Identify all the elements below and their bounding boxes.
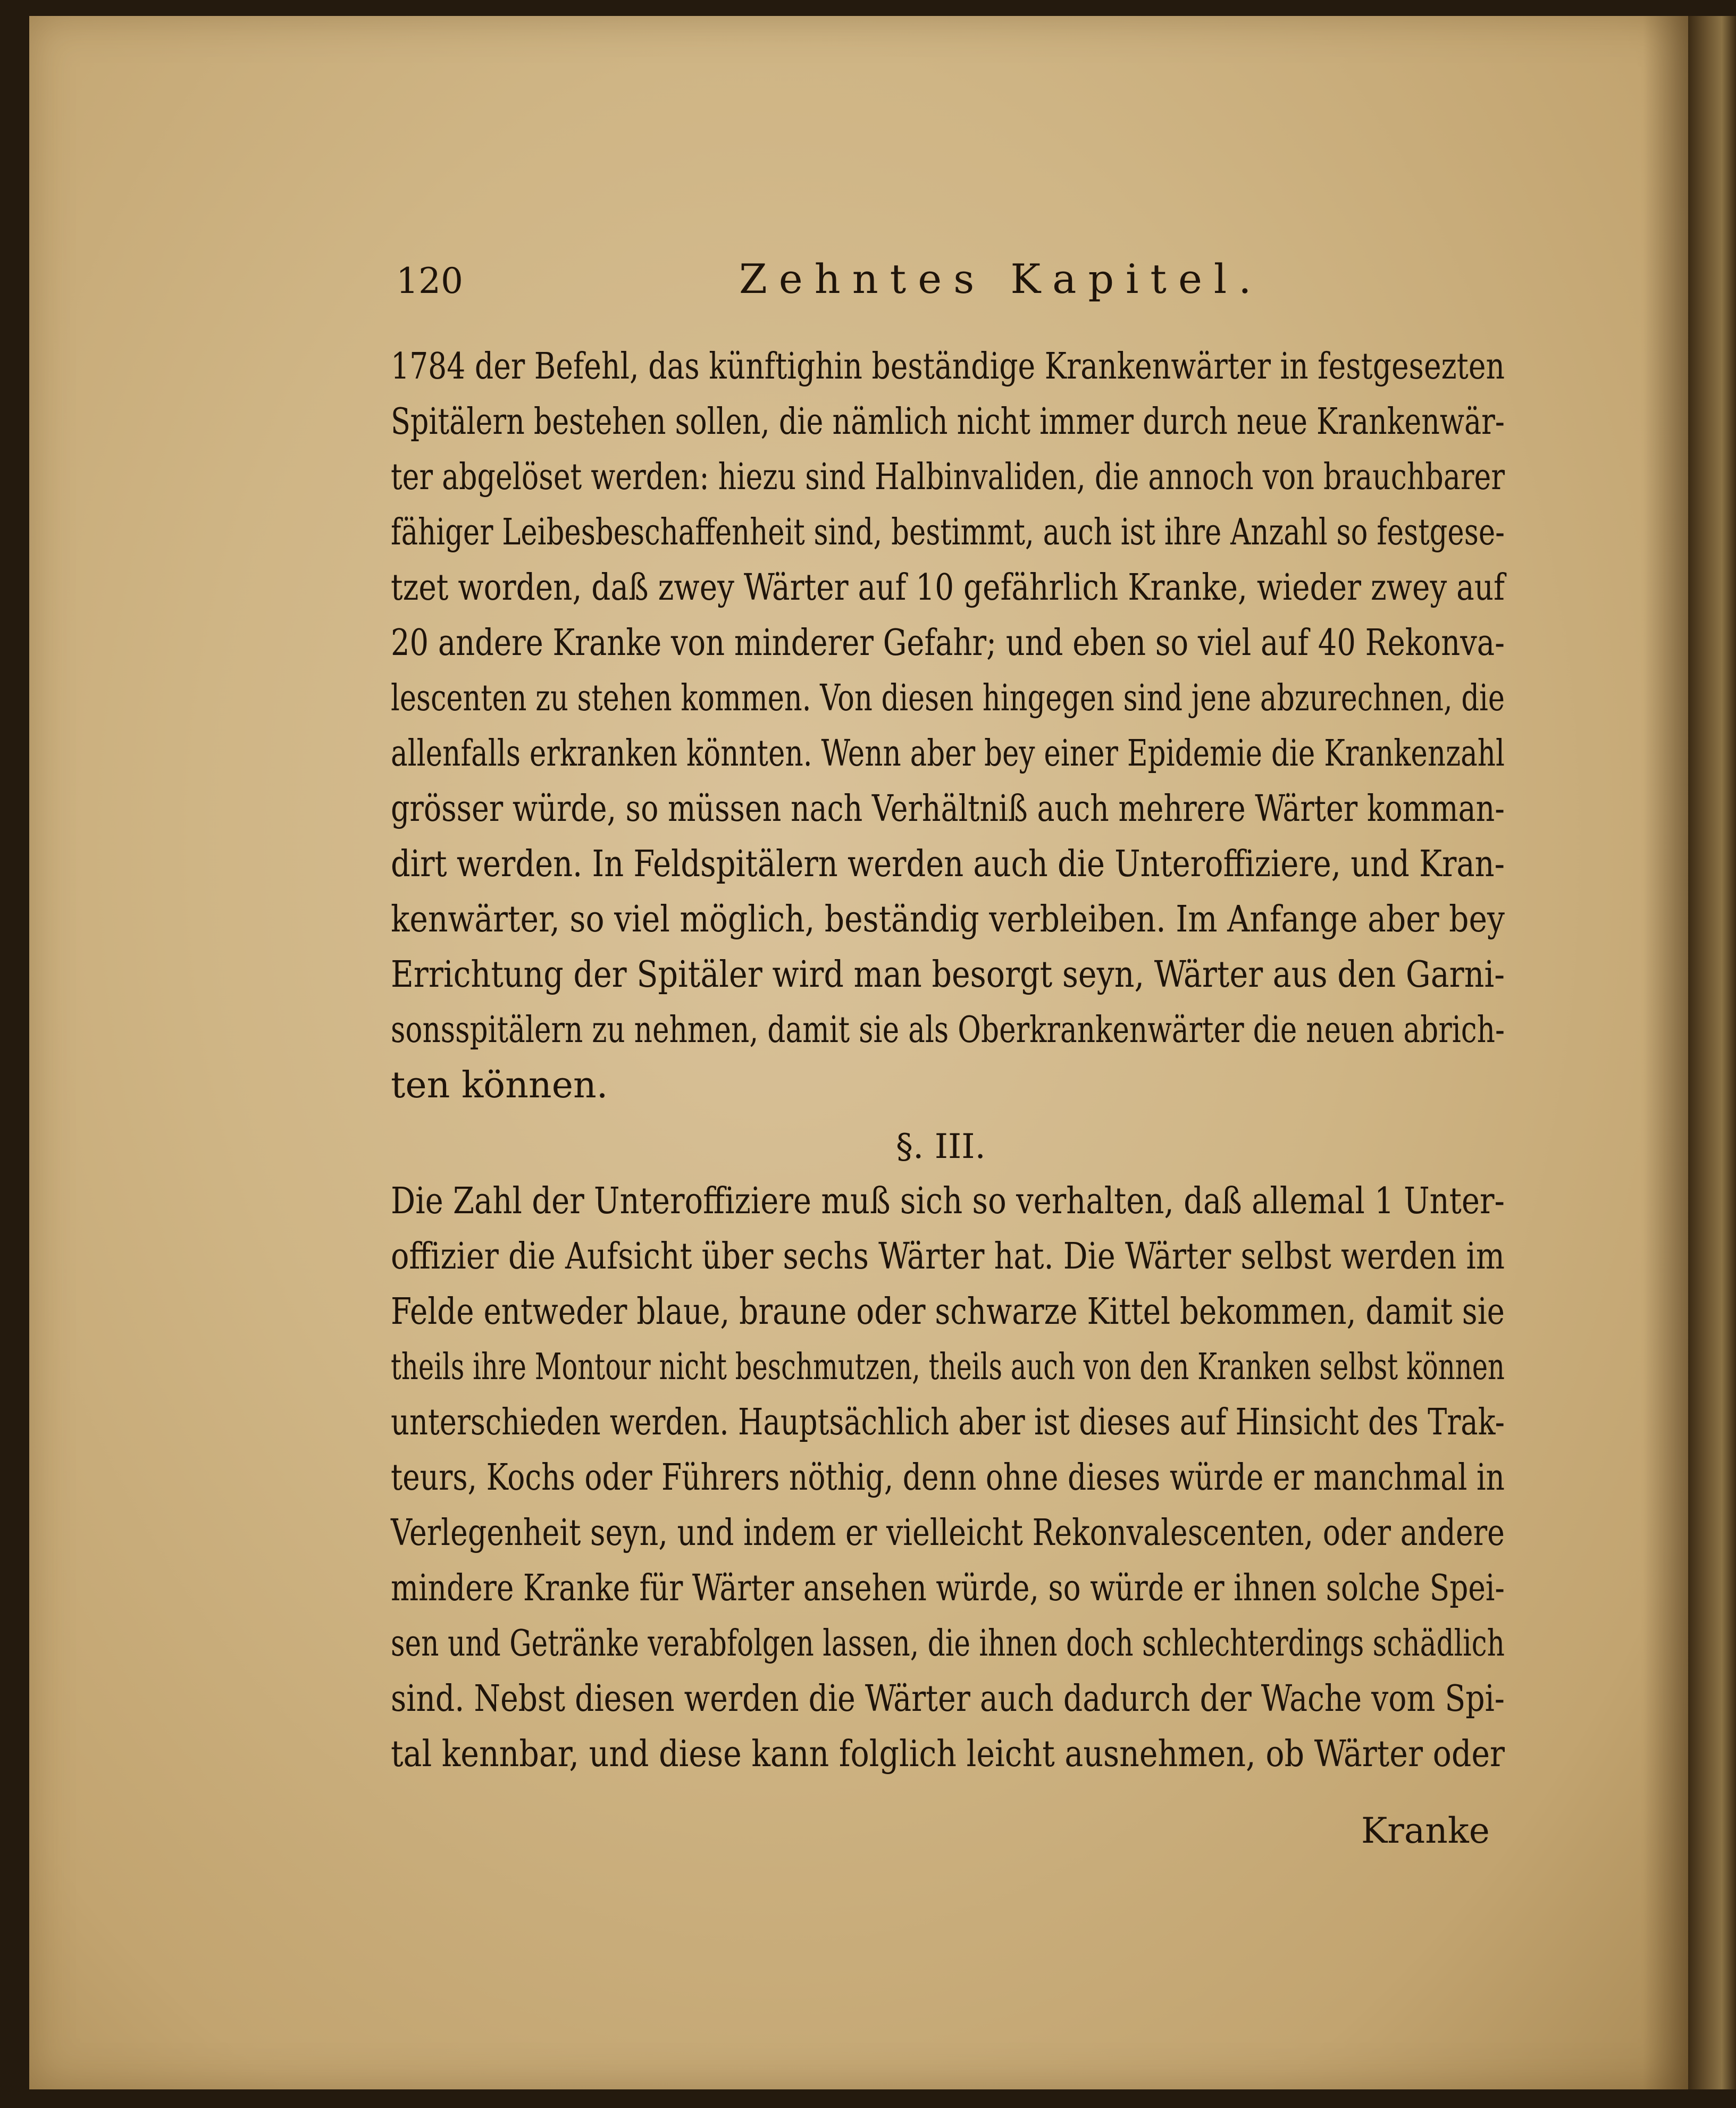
book-page bbox=[29, 16, 1688, 2089]
text-line: lescenten zu stehen kommen. Von diesen hingegen sind jene abzurechnen, die bbox=[391, 677, 1505, 719]
book-gutter bbox=[1688, 16, 1736, 2089]
text-line: tzet worden, daß zwey Wärter auf 10 gefährlich Kranke, wieder zwey auf bbox=[391, 567, 1505, 609]
text-line: theils ihre Montour nicht beschmutzen, theils auch von den Kranken selbst können bbox=[391, 1346, 1505, 1388]
text-line: fähiger Leibesbeschaffenheit sind, bestimmt, auch ist ihre Anzahl so festgese- bbox=[391, 511, 1505, 553]
text-line: kenwärter, so viel möglich, beständig verbleiben. Im Anfange aber bey bbox=[391, 898, 1505, 940]
catchword: Kranke bbox=[1361, 1810, 1490, 1851]
page-number: 120 bbox=[396, 261, 463, 301]
text-line: 1784 der Befehl, das künftighin beständige Krankenwärter in festgesezten bbox=[391, 346, 1505, 388]
text-line: tal kennbar, und diese kann folglich leicht ausnehmen, ob Wärter oder bbox=[391, 1733, 1505, 1775]
text-line: 20 andere Kranke von minderer Gefahr; und eben so viel auf 40 Rekonva- bbox=[391, 622, 1505, 664]
text-line: grösser würde, so müssen nach Verhältniß auch mehrere Wärter komman- bbox=[391, 788, 1505, 830]
text-line: Die Zahl der Unteroffiziere muß sich so verhalten, daß allemal 1 Unter- bbox=[391, 1180, 1505, 1222]
text-line: teurs, Kochs oder Führers nöthig, denn ohne dieses würde er manchmal in bbox=[391, 1457, 1505, 1499]
text-line: mindere Kranke für Wärter ansehen würde, so würde er ihnen solche Spei- bbox=[391, 1567, 1505, 1609]
text-line: sonsspitälern zu nehmen, damit sie als Oberkrankenwärter die neuen abrich- bbox=[391, 1009, 1505, 1051]
text-line: ter abgelöset werden: hiezu sind Halbinvaliden, die annoch von brauchbarer bbox=[391, 456, 1505, 498]
text-line: dirt werden. In Feldspitälern werden auch die Unteroffiziere, und Kran- bbox=[391, 843, 1505, 885]
text-line: sind. Nebst diesen werden die Wärter auch dadurch der Wache vom Spi- bbox=[391, 1678, 1505, 1720]
page-edge-shadow bbox=[1643, 16, 1688, 2089]
chapter-title: Zehntes Kapitel. bbox=[739, 255, 1263, 303]
text-line: unterschieden werden. Hauptsächlich aber ist dieses auf Hinsicht des Trak- bbox=[391, 1401, 1505, 1443]
text-line: offizier die Aufsicht über sechs Wärter hat. Die Wärter selbst werden im bbox=[391, 1236, 1505, 1278]
text-line: Verlegenheit seyn, und indem er vielleicht Rekonvalescenten, oder andere bbox=[391, 1512, 1505, 1554]
text-line: ten können. bbox=[391, 1064, 608, 1106]
text-line: Spitälern bestehen sollen, die nämlich nicht immer durch neue Krankenwär- bbox=[391, 401, 1505, 443]
text-line: Errichtung der Spitäler wird man besorgt seyn, Wärter aus den Garni- bbox=[391, 954, 1505, 996]
text-line: sen und Getränke verabfolgen lassen, die ihnen doch schlechterdings schädlich bbox=[391, 1623, 1505, 1665]
text-line: Felde entweder blaue, braune oder schwarze Kittel bekommen, damit sie bbox=[391, 1291, 1505, 1333]
section-heading: §. III. bbox=[896, 1127, 986, 1166]
text-line: allenfalls erkranken könnten. Wenn aber bey einer Epidemie die Krankenzahl bbox=[391, 733, 1505, 775]
